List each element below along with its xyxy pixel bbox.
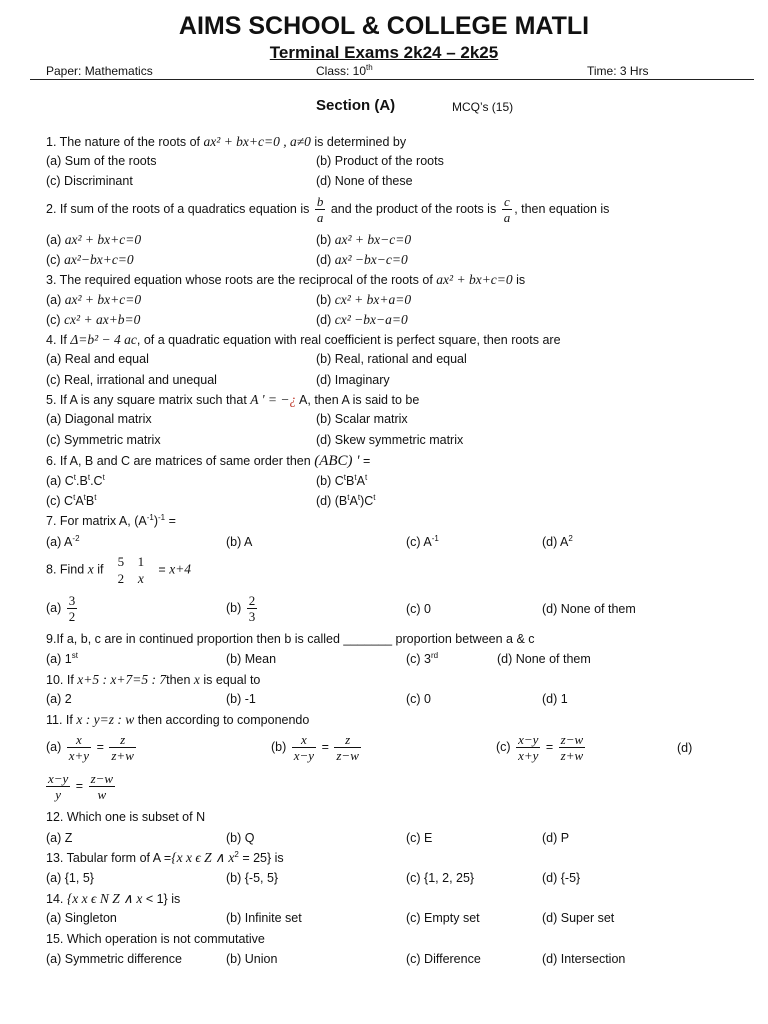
q10-option-b[interactable]: (b) -1 bbox=[226, 692, 256, 706]
question-13: 13. Tabular form of A ={x x ϵ Z ∧ $x^2 = 25$} is bbox=[46, 850, 284, 865]
question-3: 3. The required equation whose roots are the reciprocal of the roots of ax² + bx+c=0 is bbox=[46, 272, 526, 287]
q7-option-c[interactable]: (c) $A^{-1}$ bbox=[406, 534, 439, 549]
section-title: Section (A) bbox=[316, 97, 396, 114]
q1-option-a[interactable]: (a) Sum of the roots bbox=[46, 154, 157, 168]
q10-option-d[interactable]: (d) 1 bbox=[542, 692, 568, 706]
q8-option-c[interactable]: (c) 0 bbox=[406, 602, 431, 616]
q15-option-d[interactable]: (d) Intersection bbox=[542, 952, 626, 966]
question-5: 5. If A is any square matrix such that A ' = −¿ A, then A is said to be bbox=[46, 392, 420, 407]
q14-option-d[interactable]: (d) Super set bbox=[542, 911, 615, 925]
q8-option-a[interactable]: (a) $\frac{3}{2}$ bbox=[46, 593, 76, 624]
q15-option-b[interactable]: (b) Union bbox=[226, 952, 278, 966]
q13-option-d[interactable]: (d) {-5} bbox=[542, 871, 581, 885]
q3-option-d[interactable]: (d) cx² −bx−a=0 bbox=[316, 312, 408, 327]
q9-option-a[interactable]: (a) 1st bbox=[46, 651, 78, 666]
header-divider bbox=[30, 79, 754, 80]
exam-title: Terminal Exams 2k24 – 2k25 bbox=[269, 43, 499, 62]
q7-option-a[interactable]: (a) $A^{-2}$ bbox=[46, 534, 80, 549]
question-6: 6. If A, B and C are matrices of same order then (ABC) ' = bbox=[46, 453, 371, 469]
question-2: 2. If sum of the roots of a quadratics equation is $\frac{b}{a}$ and the product of the roots is $\frac{c}{a}$ , then equation is bbox=[46, 194, 610, 225]
q11-option-d-label[interactable]: (d) bbox=[677, 741, 693, 755]
question-14: 14. {x x ϵ N Z ∧ x < 1} is bbox=[46, 891, 181, 906]
q10-option-c[interactable]: (c) 0 bbox=[406, 692, 431, 706]
q3-option-a[interactable]: (a) ax² + bx+c=0 bbox=[46, 292, 142, 307]
q15-option-c[interactable]: (c) Difference bbox=[406, 952, 481, 966]
q12-option-d[interactable]: (d) P bbox=[542, 831, 570, 845]
q2-option-d[interactable]: (d) ax² −bx−c=0 bbox=[316, 252, 408, 267]
class-label: Class: 10th bbox=[316, 63, 373, 78]
q13-option-c[interactable]: (c) {1, 2, 25} bbox=[406, 871, 475, 885]
question-8: 8. Find x if 5 1 2 x = x+4 bbox=[46, 554, 192, 586]
q6-option-c[interactable]: (c) $C^tA^tB^t$ bbox=[46, 493, 97, 508]
q12-option-b[interactable]: (b) Q bbox=[226, 831, 255, 845]
q9-option-c[interactable]: (c) 3rd bbox=[406, 651, 439, 666]
q6-option-b[interactable]: (b) $C^tB^tA^t$ bbox=[316, 473, 368, 488]
q4-option-d[interactable]: (d) Imaginary bbox=[316, 373, 390, 387]
q2-option-a[interactable]: (a) ax² + bx+c=0 bbox=[46, 232, 142, 247]
q14-option-b[interactable]: (b) Infinite set bbox=[226, 911, 302, 925]
q2-option-c[interactable]: (c) ax²−bx+c=0 bbox=[46, 252, 134, 267]
q10-option-a[interactable]: (a) 2 bbox=[46, 692, 72, 706]
question-10: 10. If x+5 : x+7=5 : 7then x is equal to bbox=[46, 672, 261, 687]
q9-option-b[interactable]: (b) Mean bbox=[226, 652, 277, 666]
q11-option-b[interactable]: (b) $\frac{x}{x-y}$ = $\frac{z}{z-w}$ bbox=[271, 732, 359, 763]
mcq-count: MCQ’s (15) bbox=[452, 100, 514, 114]
determinant: 5 1 2 x bbox=[117, 554, 145, 586]
q14-option-a[interactable]: (a) Singleton bbox=[46, 911, 117, 925]
q13-option-a[interactable]: (a) {1, 5} bbox=[46, 871, 94, 885]
q9-option-d[interactable]: (d) None of them bbox=[497, 652, 591, 666]
q12-option-a[interactable]: (a) Z bbox=[46, 831, 73, 845]
q15-option-a[interactable]: (a) Symmetric difference bbox=[46, 952, 182, 966]
q2-option-b[interactable]: (b) ax² + bx−c=0 bbox=[316, 232, 412, 247]
question-12: 12. Which one is subset of N bbox=[46, 810, 206, 824]
time-label: Time: 3 Hrs bbox=[587, 64, 649, 78]
q6-option-d[interactable]: (d) $(B^tA^t)C^t$ bbox=[316, 493, 376, 508]
q8-option-b[interactable]: (b) $\frac{2}{3}$ bbox=[226, 593, 256, 624]
q1-option-d[interactable]: (d) None of these bbox=[316, 174, 413, 188]
q5-option-c[interactable]: (c) Symmetric matrix bbox=[46, 433, 161, 447]
question-9: 9.If a, b, c are in continued proportion then b is called _______ proportion between a & c bbox=[46, 632, 535, 646]
q3-option-c[interactable]: (c) cx² + ax+b=0 bbox=[46, 312, 141, 327]
q8-option-d[interactable]: (d) None of them bbox=[542, 602, 636, 616]
question-4: 4. If Δ=b² − 4 ac, of a quadratic equation with real coefficient is perfect square, then roots are bbox=[46, 332, 561, 347]
q5-option-a[interactable]: (a) Diagonal matrix bbox=[46, 412, 152, 426]
q11-option-d[interactable]: $\frac{x-y}{y}$ = $\frac{z-w}{w}$ bbox=[48, 771, 114, 802]
q7-option-d[interactable]: (d) $A^2$ bbox=[542, 534, 573, 549]
question-1: 1. The nature of the roots of ax² + bx+c=0 , a≠0 is determined by bbox=[46, 134, 407, 149]
q1-option-c[interactable]: (c) Discriminant bbox=[46, 174, 133, 188]
q5-option-b[interactable]: (b) Scalar matrix bbox=[316, 412, 408, 426]
q4-option-c[interactable]: (c) Real, irrational and unequal bbox=[46, 373, 217, 387]
question-11: 11. If x : y=z : w then according to componendo bbox=[46, 712, 310, 727]
q12-option-c[interactable]: (c) E bbox=[406, 831, 433, 845]
q4-option-b[interactable]: (b) Real, rational and equal bbox=[316, 352, 467, 366]
q11-option-a[interactable]: (a) $\frac{x}{x+y}$ = $\frac{z}{z+w}$ bbox=[46, 732, 134, 763]
paper-label: Paper: Mathematics bbox=[46, 64, 153, 78]
q14-option-c[interactable]: (c) Empty set bbox=[406, 911, 480, 925]
q3-option-b[interactable]: (b) cx² + bx+a=0 bbox=[316, 292, 412, 307]
question-15: 15. Which operation is not commutative bbox=[46, 932, 265, 946]
q11-option-c[interactable]: (c) $\frac{x-y}{x+y}$ = $\frac{z-w}{z+w}$ bbox=[496, 732, 584, 763]
q7-option-b[interactable]: (b) A bbox=[226, 535, 253, 549]
q5-option-d[interactable]: (d) Skew symmetric matrix bbox=[316, 433, 464, 447]
school-name: AIMS SCHOOL & COLLEGE MATLI bbox=[178, 12, 590, 40]
question-7: 7. For matrix A, $(A^{-1})^{-1}$ = bbox=[46, 513, 176, 528]
q6-option-a[interactable]: (a) $C^t.B^t.C^t$ bbox=[46, 473, 105, 488]
q1-option-b[interactable]: (b) Product of the roots bbox=[316, 154, 444, 168]
q13-option-b[interactable]: (b) {-5, 5} bbox=[226, 871, 279, 885]
q4-option-a[interactable]: (a) Real and equal bbox=[46, 352, 149, 366]
